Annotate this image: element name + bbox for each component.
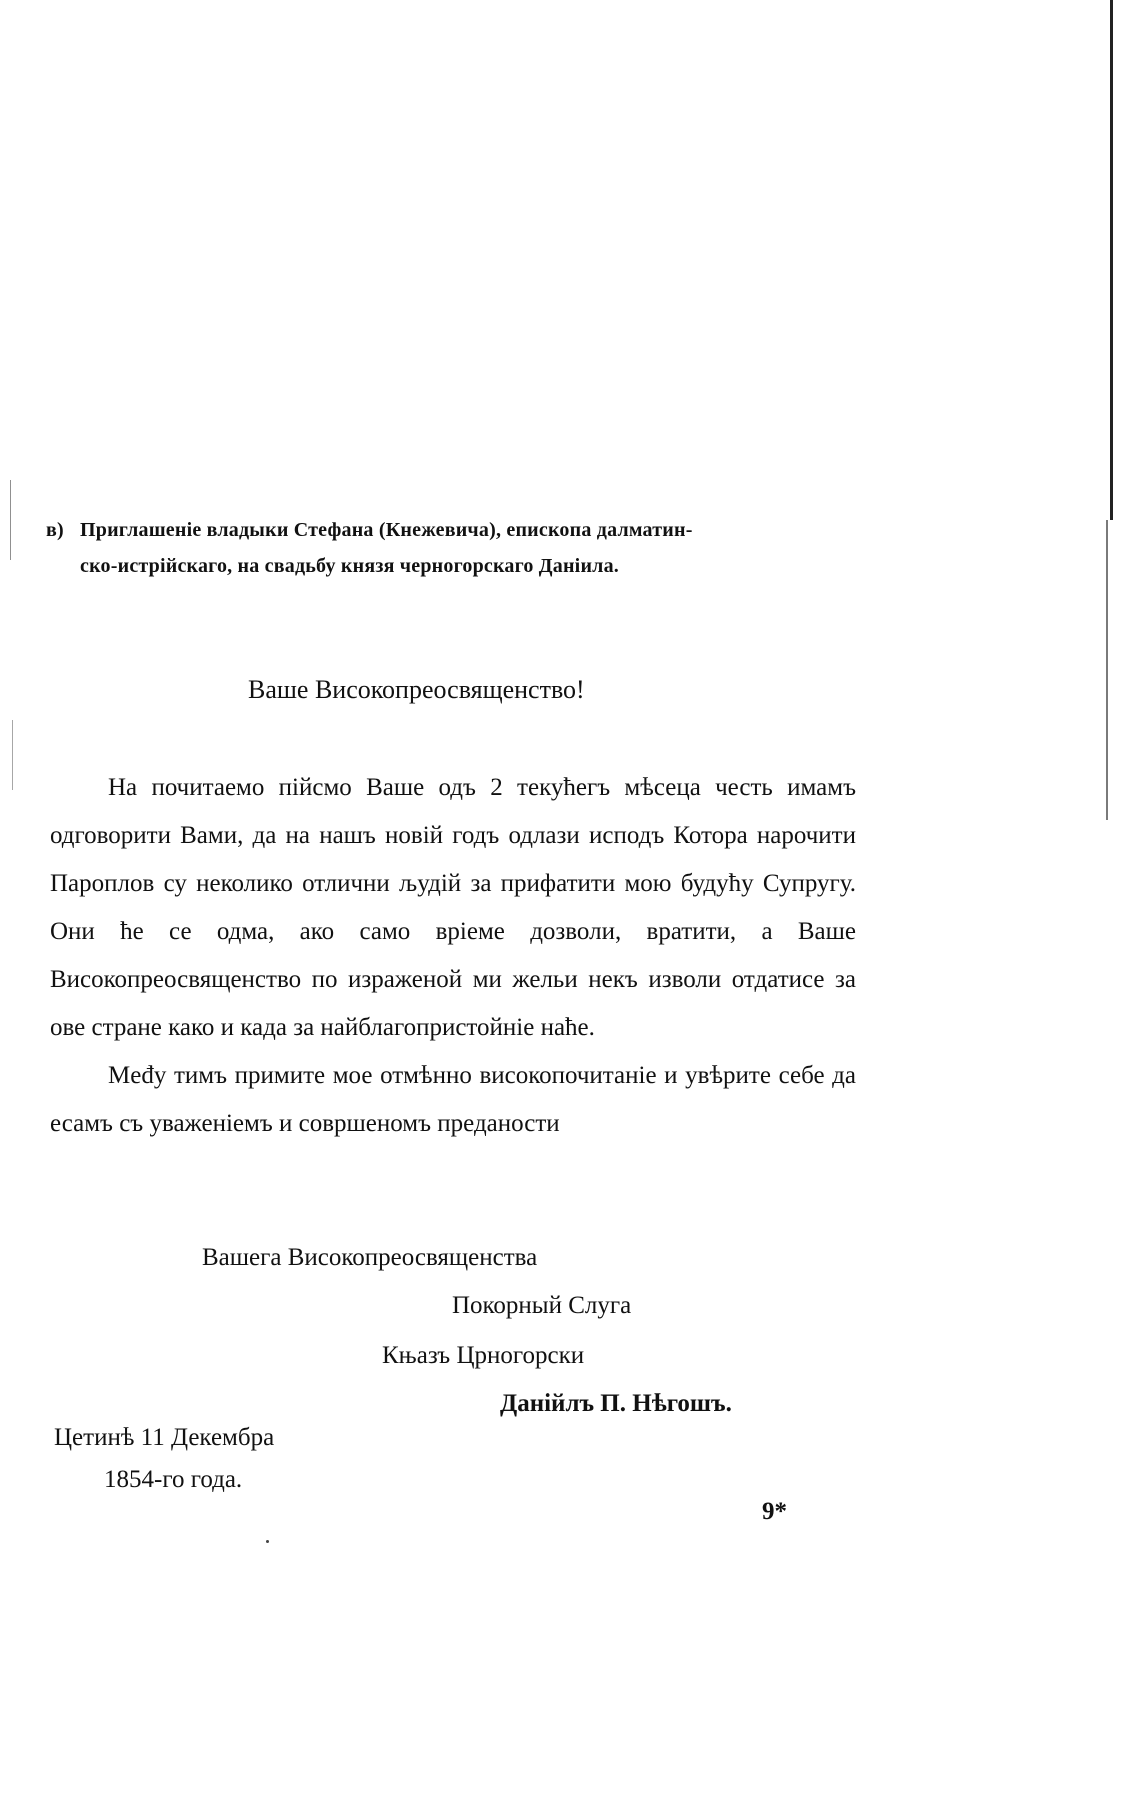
scan-edge-line bbox=[1110, 0, 1113, 520]
heading-line-1: Приглашеніе владыки Стефана (Кнежевича), епископа далматин- bbox=[80, 519, 693, 541]
closing-address: Вашега Високопреосвященства bbox=[202, 1244, 538, 1271]
signature: Данійлъ П. Нѣгошъ. bbox=[500, 1390, 732, 1417]
scan-speck bbox=[266, 1540, 269, 1543]
heading-line-2: ско-истрійскаго, на свадьбу князя черногорскаго Даніила. bbox=[80, 555, 619, 577]
scan-edge-line bbox=[1106, 520, 1108, 820]
letter-place: Цетинѣ 11 Декембра bbox=[54, 1424, 275, 1451]
letter-body bbox=[50, 764, 856, 1148]
section-heading bbox=[46, 512, 866, 584]
scan-edge-line bbox=[12, 720, 13, 790]
scan-edge-line bbox=[10, 480, 11, 560]
page-number: 9* bbox=[762, 1498, 787, 1525]
letter-date: 1854-го года. bbox=[104, 1466, 243, 1493]
body-paragraph-2: Međу тимъ примите мое отмѣнно високопочитаніе и увѣрите себе да есамъ съ уваженіемъ и совршеномъ преданости bbox=[50, 1062, 856, 1137]
section-marker: в) bbox=[46, 519, 64, 541]
salutation: Ваше Високопреосвященство! bbox=[248, 675, 585, 704]
closing-title: Књазъ Црногорски bbox=[382, 1342, 585, 1369]
closing-servant: Покорный Слуга bbox=[452, 1292, 632, 1319]
body-paragraph-1: На почитаемо пійсмо Ваше одъ 2 текућегъ мѣсеца честь имамъ одговорити Вами, да на нашъ новій годъ одлази исподъ Котора нарочити Пароплов су неколико отлични људій за прифатити мою будућу Супругу. Они ће се одма, ако само вріеме дозволи, вратити, а Ваше Високопреосвященство по израженой ми жельи некъ изволи отдатисе за ове стране како и када за найблагопристойніе наће. bbox=[50, 774, 856, 1041]
